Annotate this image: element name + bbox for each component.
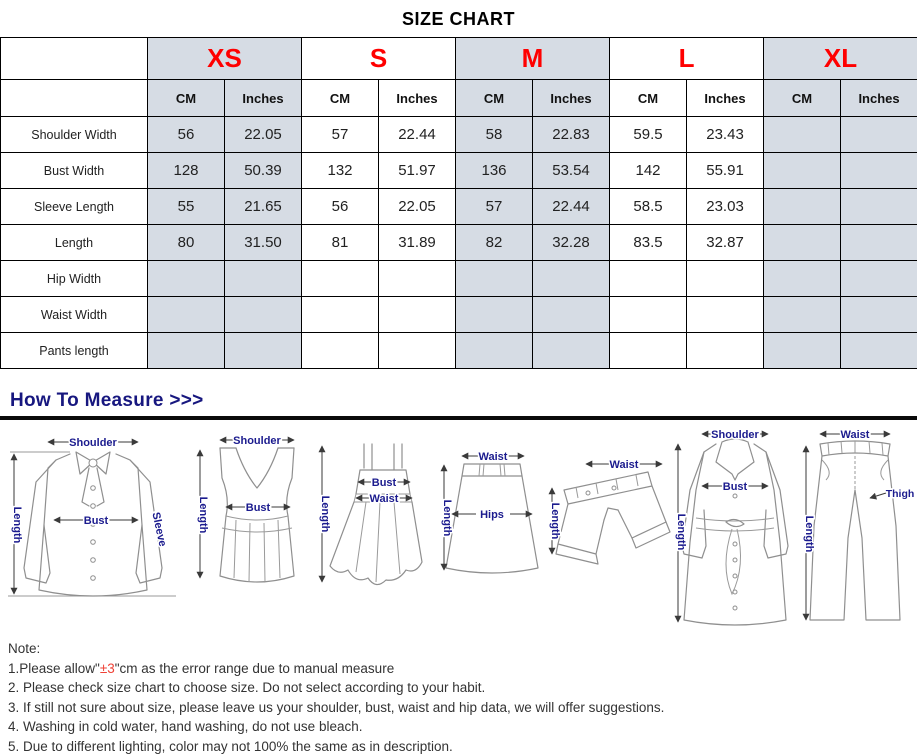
table-cell: 50.39 bbox=[225, 153, 302, 189]
table-cell: 31.89 bbox=[379, 225, 456, 261]
table-cell: 57 bbox=[456, 189, 533, 225]
table-cell bbox=[687, 297, 764, 333]
note-text: "cm as the error range due to manual measure bbox=[115, 661, 394, 676]
table-cell: 81 bbox=[302, 225, 379, 261]
table-row bbox=[1, 225, 917, 261]
measure-label: Hips bbox=[480, 509, 504, 521]
table-cell bbox=[456, 261, 533, 297]
figure-blouse bbox=[8, 437, 176, 596]
table-cell bbox=[225, 333, 302, 369]
unit-header: CM bbox=[764, 80, 841, 117]
note-line: 5. Due to different lighting, color may not 100% the same as in description. bbox=[8, 737, 917, 756]
table-cell: 55 bbox=[148, 189, 225, 225]
note-text: 1.Please allow" bbox=[8, 661, 100, 676]
measure-label: Bust bbox=[372, 477, 397, 489]
note-line: 3. If still not sure about size, please leave us your shoulder, bust, waist and hip data, we will offer suggestions. bbox=[8, 698, 917, 718]
size-header-row bbox=[1, 38, 917, 80]
measure-label: Length bbox=[441, 500, 453, 537]
table-cell: 21.65 bbox=[225, 189, 302, 225]
measure-label: Bust bbox=[723, 481, 748, 493]
table-cell bbox=[610, 297, 687, 333]
measure-label: Sleeve bbox=[149, 511, 168, 548]
measure-label: Waist bbox=[479, 451, 508, 463]
figure-shorts bbox=[549, 459, 670, 564]
table-row bbox=[1, 297, 917, 333]
table-row bbox=[1, 117, 917, 153]
unit-header: CM bbox=[456, 80, 533, 117]
row-label: Shoulder Width bbox=[1, 117, 148, 153]
size-chart-table bbox=[0, 37, 917, 369]
table-cell: 57 bbox=[302, 117, 379, 153]
page-title: SIZE CHART bbox=[0, 0, 917, 37]
table-cell bbox=[764, 189, 841, 225]
table-cell bbox=[841, 225, 917, 261]
measure-label: Waist bbox=[841, 429, 870, 441]
table-cell: 58 bbox=[456, 117, 533, 153]
row-label: Waist Width bbox=[1, 297, 148, 333]
size-header-xl: XL bbox=[764, 38, 917, 80]
size-header-m: M bbox=[456, 38, 610, 80]
measure-label: Shoulder bbox=[69, 437, 117, 449]
measure-label: Bust bbox=[246, 502, 271, 514]
table-cell bbox=[379, 261, 456, 297]
table-cell: 136 bbox=[456, 153, 533, 189]
table-cell: 23.03 bbox=[687, 189, 764, 225]
table-cell bbox=[379, 333, 456, 369]
row-label: Bust Width bbox=[1, 153, 148, 189]
measure-label: Length bbox=[319, 496, 331, 533]
notes-heading: Note: bbox=[8, 639, 917, 659]
size-header-xs: XS bbox=[148, 38, 302, 80]
measure-label: Thigh bbox=[886, 488, 915, 500]
table-cell bbox=[764, 117, 841, 153]
measure-label: Length bbox=[549, 503, 561, 540]
table-cell bbox=[302, 261, 379, 297]
table-cell bbox=[841, 333, 917, 369]
unit-header: CM bbox=[302, 80, 379, 117]
table-cell bbox=[533, 261, 610, 297]
table-cell bbox=[533, 297, 610, 333]
table-cell bbox=[225, 297, 302, 333]
table-cell bbox=[841, 153, 917, 189]
table-cell: 58.5 bbox=[610, 189, 687, 225]
table-cell bbox=[379, 297, 456, 333]
table-cell: 59.5 bbox=[610, 117, 687, 153]
table-cell bbox=[610, 333, 687, 369]
table-cell: 56 bbox=[302, 189, 379, 225]
table-cell: 51.97 bbox=[379, 153, 456, 189]
unit-header: Inches bbox=[687, 80, 764, 117]
table-row bbox=[1, 189, 917, 225]
table-cell: 80 bbox=[148, 225, 225, 261]
corner-cell bbox=[1, 38, 148, 80]
unit-header: Inches bbox=[841, 80, 917, 117]
table-cell bbox=[302, 297, 379, 333]
table-cell: 142 bbox=[610, 153, 687, 189]
table-cell: 22.44 bbox=[379, 117, 456, 153]
how-to-measure-heading: How To Measure >>> bbox=[10, 390, 917, 412]
figure-coat bbox=[675, 429, 788, 625]
table-cell: 32.87 bbox=[687, 225, 764, 261]
measure-label: Shoulder bbox=[711, 429, 759, 441]
table-cell: 22.05 bbox=[225, 117, 302, 153]
table-cell: 132 bbox=[302, 153, 379, 189]
table-cell: 32.28 bbox=[533, 225, 610, 261]
table-cell: 22.44 bbox=[533, 189, 610, 225]
table-cell bbox=[764, 297, 841, 333]
row-label: Pants length bbox=[1, 333, 148, 369]
table-cell bbox=[841, 261, 917, 297]
measure-label: Waist bbox=[610, 459, 639, 471]
table-row bbox=[1, 333, 917, 369]
measure-figures bbox=[0, 422, 917, 632]
row-label: Sleeve Length bbox=[1, 189, 148, 225]
notes bbox=[8, 639, 917, 756]
table-row bbox=[1, 261, 917, 297]
table-cell: 82 bbox=[456, 225, 533, 261]
table-row bbox=[1, 153, 917, 189]
table-cell bbox=[610, 261, 687, 297]
figure-tank-top bbox=[197, 435, 294, 582]
figure-dress bbox=[319, 444, 422, 585]
unit-header: CM bbox=[610, 80, 687, 117]
size-header-s: S bbox=[302, 38, 456, 80]
table-cell: 31.50 bbox=[225, 225, 302, 261]
figure-pants bbox=[803, 429, 914, 620]
figure-skirt bbox=[441, 451, 538, 573]
table-cell bbox=[841, 297, 917, 333]
unit-header: Inches bbox=[533, 80, 610, 117]
unit-header: CM bbox=[148, 80, 225, 117]
measure-label: Length bbox=[11, 507, 23, 544]
unit-header-row bbox=[1, 80, 917, 117]
table-cell: 128 bbox=[148, 153, 225, 189]
table-cell: 22.05 bbox=[379, 189, 456, 225]
note-line: 2. Please check size chart to choose size. Do not select according to your habit. bbox=[8, 678, 917, 698]
row-label: Length bbox=[1, 225, 148, 261]
measure-label: Length bbox=[675, 514, 687, 551]
table-cell bbox=[764, 261, 841, 297]
size-header-l: L bbox=[610, 38, 764, 80]
unit-header: Inches bbox=[225, 80, 302, 117]
table-cell: 56 bbox=[148, 117, 225, 153]
table-cell: 23.43 bbox=[687, 117, 764, 153]
table-cell bbox=[456, 297, 533, 333]
measure-label: Bust bbox=[84, 515, 109, 527]
table-cell bbox=[148, 297, 225, 333]
table-cell bbox=[687, 261, 764, 297]
table-cell bbox=[148, 261, 225, 297]
note-highlight: ±3 bbox=[100, 661, 115, 676]
table-cell bbox=[841, 189, 917, 225]
measure-label: Waist bbox=[370, 493, 399, 505]
note-line: 4. Washing in cold water, hand washing, do not use bleach. bbox=[8, 717, 917, 737]
table-cell bbox=[148, 333, 225, 369]
table-cell bbox=[533, 333, 610, 369]
measure-label: Length bbox=[803, 516, 815, 553]
section-divider bbox=[0, 416, 917, 420]
table-cell: 83.5 bbox=[610, 225, 687, 261]
table-cell bbox=[841, 117, 917, 153]
table-cell bbox=[764, 225, 841, 261]
table-cell: 53.54 bbox=[533, 153, 610, 189]
unit-header: Inches bbox=[379, 80, 456, 117]
table-cell bbox=[456, 333, 533, 369]
measure-label: Length bbox=[197, 497, 209, 534]
table-cell: 55.91 bbox=[687, 153, 764, 189]
measure-label: Shoulder bbox=[233, 435, 281, 447]
table-cell bbox=[687, 333, 764, 369]
table-cell bbox=[764, 333, 841, 369]
table-cell: 22.83 bbox=[533, 117, 610, 153]
row-label: Hip Width bbox=[1, 261, 148, 297]
table-cell bbox=[225, 261, 302, 297]
table-cell bbox=[764, 153, 841, 189]
table-cell bbox=[302, 333, 379, 369]
note-line bbox=[8, 659, 917, 679]
corner-cell bbox=[1, 80, 148, 117]
